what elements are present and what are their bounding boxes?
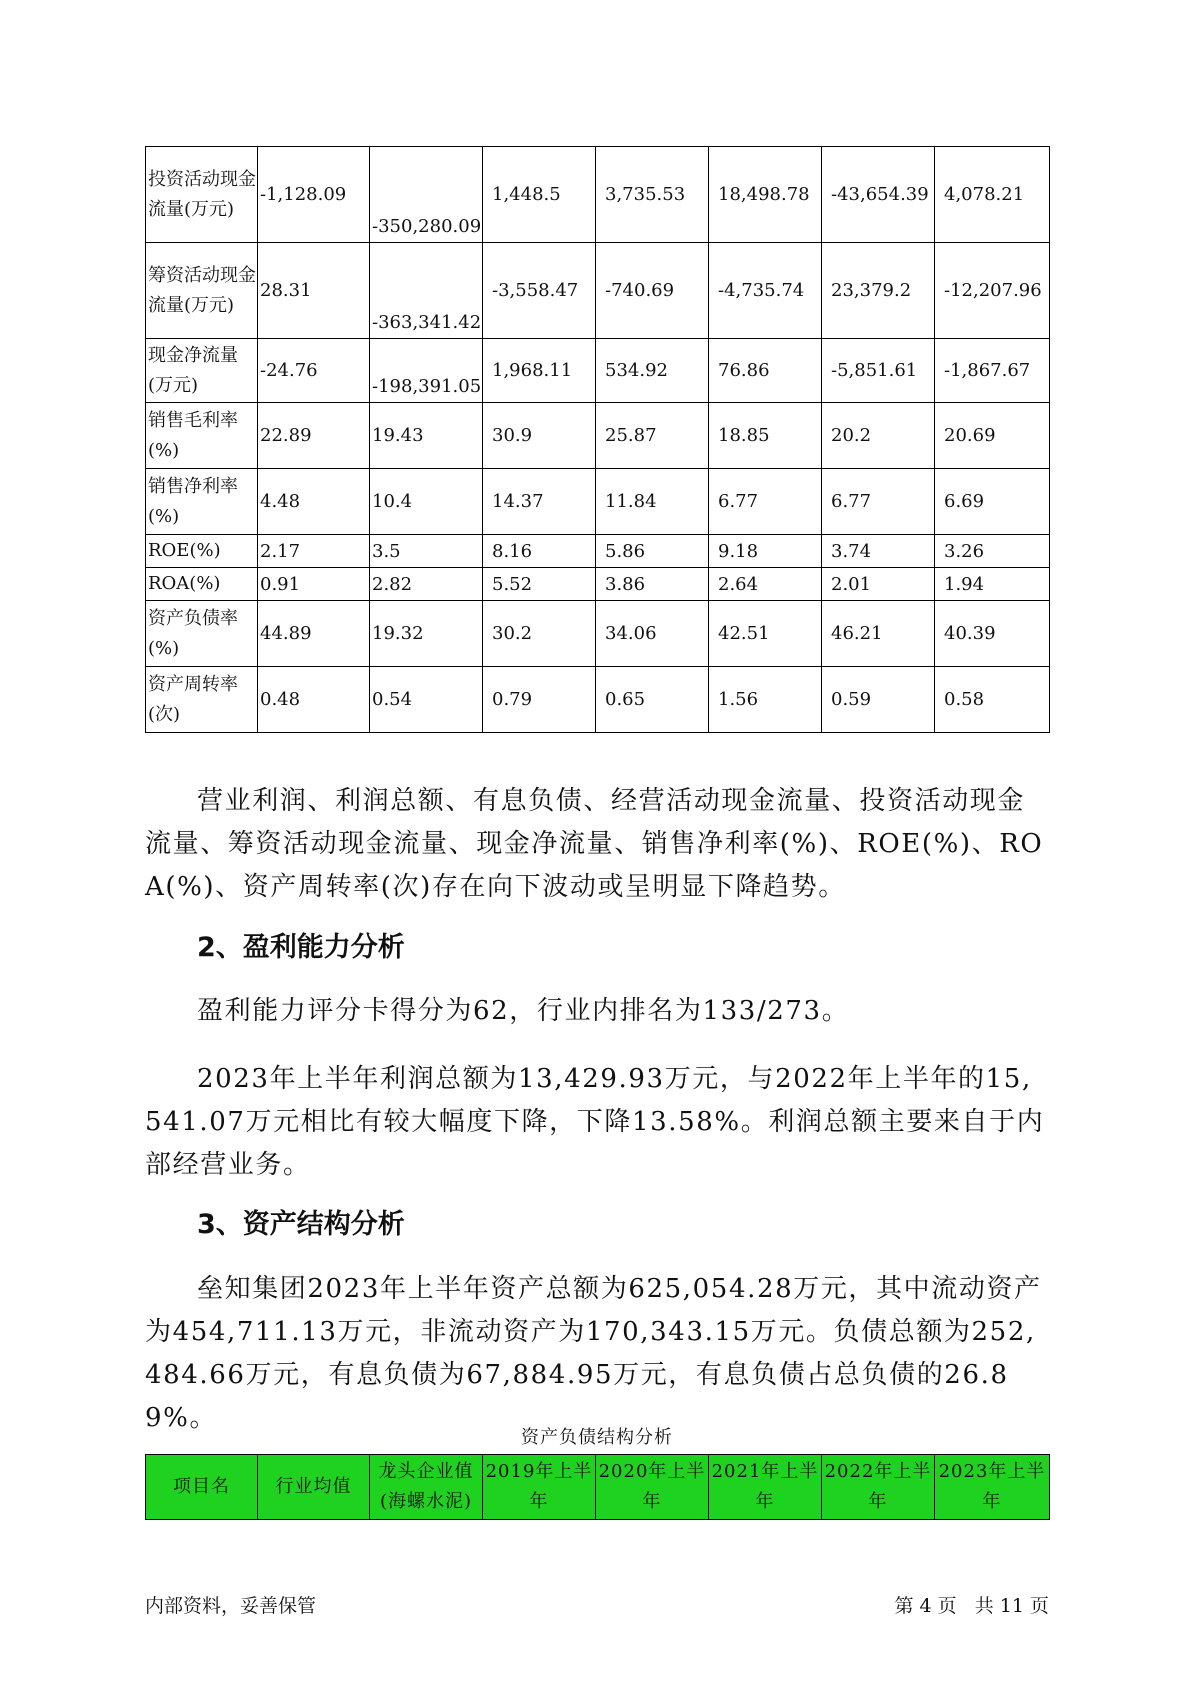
table-cell: 1.56 <box>709 667 822 733</box>
table-cell: -1,867.67 <box>935 339 1050 403</box>
table-cell: -43,654.39 <box>822 147 935 243</box>
footer-page-number: 第 4 页 共 11 页 <box>894 1595 1049 1617</box>
table-cell: 5.86 <box>596 535 709 568</box>
table-cell: -740.69 <box>596 243 709 339</box>
table-cell: 6.77 <box>822 469 935 535</box>
table-cell: 0.59 <box>822 667 935 733</box>
asset-liability-structure-table <box>145 1454 1050 1520</box>
table-caption: 资产负债结构分析 <box>521 1427 673 1448</box>
table-cell: 23,379.2 <box>822 243 935 339</box>
column-header: 项目名 <box>146 1455 258 1520</box>
row-label: ROE(%) <box>146 535 258 568</box>
table-row <box>146 667 1050 733</box>
table-cell: -198,391.05 <box>370 339 483 403</box>
table-cell: 76.86 <box>709 339 822 403</box>
table-row <box>146 339 1050 403</box>
table-cell: 9.18 <box>709 535 822 568</box>
table-row <box>146 601 1050 667</box>
table-cell: 2.01 <box>822 568 935 601</box>
table-cell: 11.84 <box>596 469 709 535</box>
table-cell: 19.43 <box>370 403 483 469</box>
table-cell: 40.39 <box>935 601 1050 667</box>
row-label: 筹资活动现金流量(万元) <box>146 243 258 339</box>
table-cell: -3,558.47 <box>483 243 596 339</box>
column-header: 龙头企业值(海螺水泥) <box>370 1455 483 1520</box>
table-cell: 30.9 <box>483 403 596 469</box>
table-row <box>146 568 1050 601</box>
footer-confidential-note: 内部资料，妥善保管 <box>145 1595 317 1617</box>
section-heading-profitability: 2、盈利能力分析 <box>197 932 405 963</box>
table-cell: 0.79 <box>483 667 596 733</box>
table-cell: 22.89 <box>258 403 370 469</box>
table-cell: 0.91 <box>258 568 370 601</box>
table-cell: -12,207.96 <box>935 243 1050 339</box>
table-cell: -5,851.61 <box>822 339 935 403</box>
profit-total-paragraph: 2023年上半年利润总额为13,429.93万元，与2022年上半年的15,541.07万元相比有较大幅度下降，下降13.58%。利润总额主要来自于内部经营业务。 <box>145 1064 1045 1180</box>
table-cell: 1,968.11 <box>483 339 596 403</box>
table-cell: 3.74 <box>822 535 935 568</box>
table-row <box>146 469 1050 535</box>
row-label: 现金净流量(万元) <box>146 339 258 403</box>
table-cell: 18.85 <box>709 403 822 469</box>
financial-metrics-table <box>145 146 1050 733</box>
trend-paragraph: 营业利润、利润总额、有息负债、经营活动现金流量、投资活动现金流量、筹资活动现金流量、现金净流量、销售净利率(%)、ROE(%)、ROA(%)、资产周转率(次)存在向下波动或呈明显下降趋势。 <box>145 786 1044 902</box>
table-cell: 2.82 <box>370 568 483 601</box>
table-cell: 2.17 <box>258 535 370 568</box>
table-cell: 0.58 <box>935 667 1050 733</box>
table-cell: -1,128.09 <box>258 147 370 243</box>
table-row <box>146 403 1050 469</box>
table-cell: 8.16 <box>483 535 596 568</box>
table-cell: 3,735.53 <box>596 147 709 243</box>
table-row <box>146 535 1050 568</box>
table-cell: 34.06 <box>596 601 709 667</box>
asset-structure-paragraph: 垒知集团2023年上半年资产总额为625,054.28万元，其中流动资产为454,711.13万元，非流动资产为170,343.15万元。负债总额为252,484.66万元，有息负债为67,884.95万元，有息负债占总负债的26.89%。 <box>145 1274 1042 1433</box>
table-cell: 3.5 <box>370 535 483 568</box>
table-cell: 3.26 <box>935 535 1050 568</box>
column-header: 2019年上半年 <box>483 1455 596 1520</box>
table-cell: 42.51 <box>709 601 822 667</box>
table-cell: 4.48 <box>258 469 370 535</box>
table-header-row <box>146 1455 1050 1520</box>
table-cell: -350,280.09 <box>370 147 483 243</box>
row-label: 投资活动现金流量(万元) <box>146 147 258 243</box>
table-cell: 44.89 <box>258 601 370 667</box>
table-cell: 18,498.78 <box>709 147 822 243</box>
table-cell: 20.69 <box>935 403 1050 469</box>
row-label: 资产周转率(次) <box>146 667 258 733</box>
table-cell: 0.65 <box>596 667 709 733</box>
table-cell: 0.48 <box>258 667 370 733</box>
table-cell: 10.4 <box>370 469 483 535</box>
table-cell: 5.52 <box>483 568 596 601</box>
table-cell: 1.94 <box>935 568 1050 601</box>
table-cell: 6.77 <box>709 469 822 535</box>
table-cell: -24.76 <box>258 339 370 403</box>
column-header: 2021年上半年 <box>709 1455 822 1520</box>
row-label: 销售净利率(%) <box>146 469 258 535</box>
table-cell: -4,735.74 <box>709 243 822 339</box>
table-cell: 6.69 <box>935 469 1050 535</box>
table-cell: -363,341.42 <box>370 243 483 339</box>
profitability-score-paragraph: 盈利能力评分卡得分为62，行业内排名为133/273。 <box>197 996 850 1026</box>
table-cell: 46.21 <box>822 601 935 667</box>
table-cell: 534.92 <box>596 339 709 403</box>
table-cell: 20.2 <box>822 403 935 469</box>
table-row <box>146 243 1050 339</box>
table-cell: 28.31 <box>258 243 370 339</box>
section-heading-asset-structure: 3、资产结构分析 <box>197 1209 405 1240</box>
table-cell: 3.86 <box>596 568 709 601</box>
column-header: 2020年上半年 <box>596 1455 709 1520</box>
table-cell: 14.37 <box>483 469 596 535</box>
table-cell: 4,078.21 <box>935 147 1050 243</box>
column-header: 2022年上半年 <box>822 1455 935 1520</box>
row-label: 资产负债率(%) <box>146 601 258 667</box>
column-header: 行业均值 <box>258 1455 370 1520</box>
row-label: 销售毛利率(%) <box>146 403 258 469</box>
row-label: ROA(%) <box>146 568 258 601</box>
table-cell: 30.2 <box>483 601 596 667</box>
column-header: 2023年上半年 <box>935 1455 1050 1520</box>
table-cell: 25.87 <box>596 403 709 469</box>
table-cell: 2.64 <box>709 568 822 601</box>
table-row <box>146 147 1050 243</box>
table-cell: 1,448.5 <box>483 147 596 243</box>
table-cell: 0.54 <box>370 667 483 733</box>
table-cell: 19.32 <box>370 601 483 667</box>
